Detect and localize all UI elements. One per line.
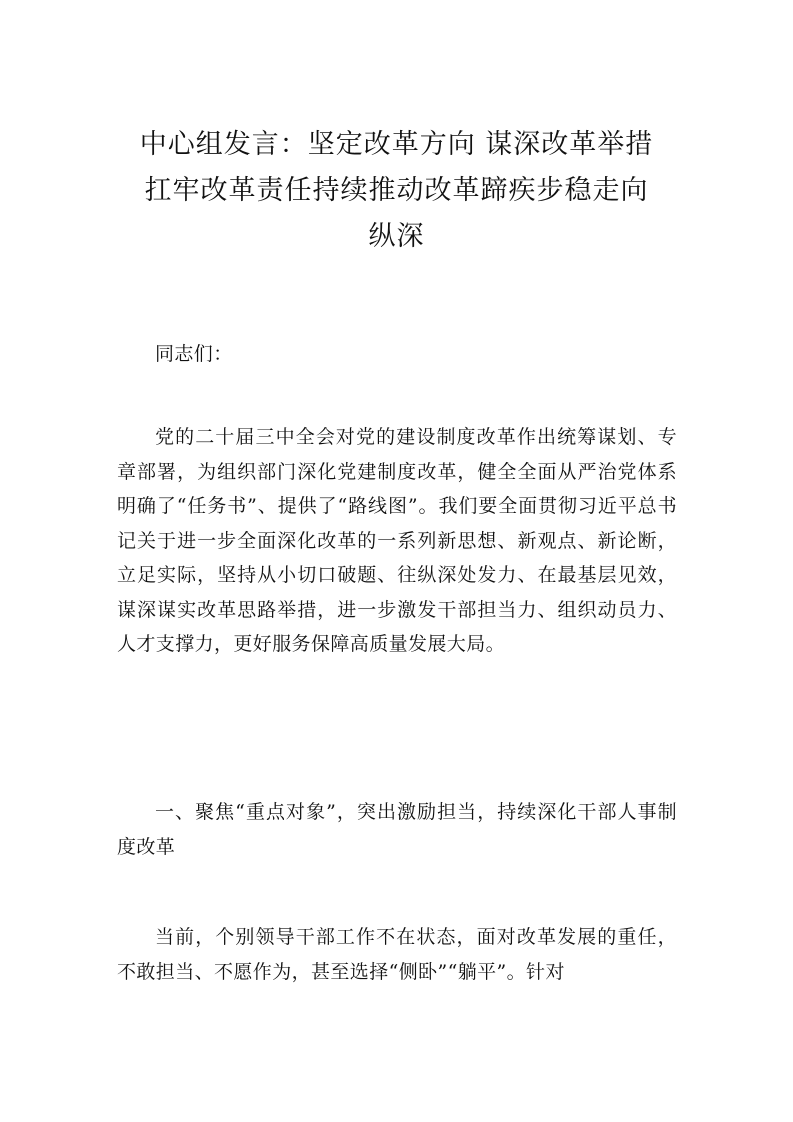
body-paragraph: 当前，个别领导干部工作不在状态，面对改革发展的重任，不敢担当、不愿作为，甚至选择“侧卧”“躺平”。针对	[117, 926, 677, 983]
title-line: 扛牢改革责任持续推动改革蹄疾步稳走向	[144, 175, 649, 206]
salutation: 同志们：	[155, 343, 233, 365]
title-line: 中心组发言：坚定改革方向 谋深改革举措	[139, 129, 654, 160]
section-heading: 一、聚焦“重点对象”，突出激励担当，持续深化干部人事制度改革	[117, 801, 677, 858]
document-title	[118, 122, 675, 260]
body-paragraph: 党的二十届三中全会对党的建设制度改革作出统筹谋划、专章部署，为组织部门深化党建制度改革，健全全面从严治党体系明确了“任务书”、提供了“路线图”。我们要全面贯彻习近平总书记关于进一步全面深化改革的一系列新思想、新观点、新论断，立足实际，坚持从小切口破题、往纵深处发力、在最基层见效，谋深谋实改革思路举措，进一步激发干部担当力、组织动员力、人才支撑力，更好服务保障高质量发展大局。	[117, 426, 677, 655]
title-line: 纵深	[368, 221, 425, 252]
